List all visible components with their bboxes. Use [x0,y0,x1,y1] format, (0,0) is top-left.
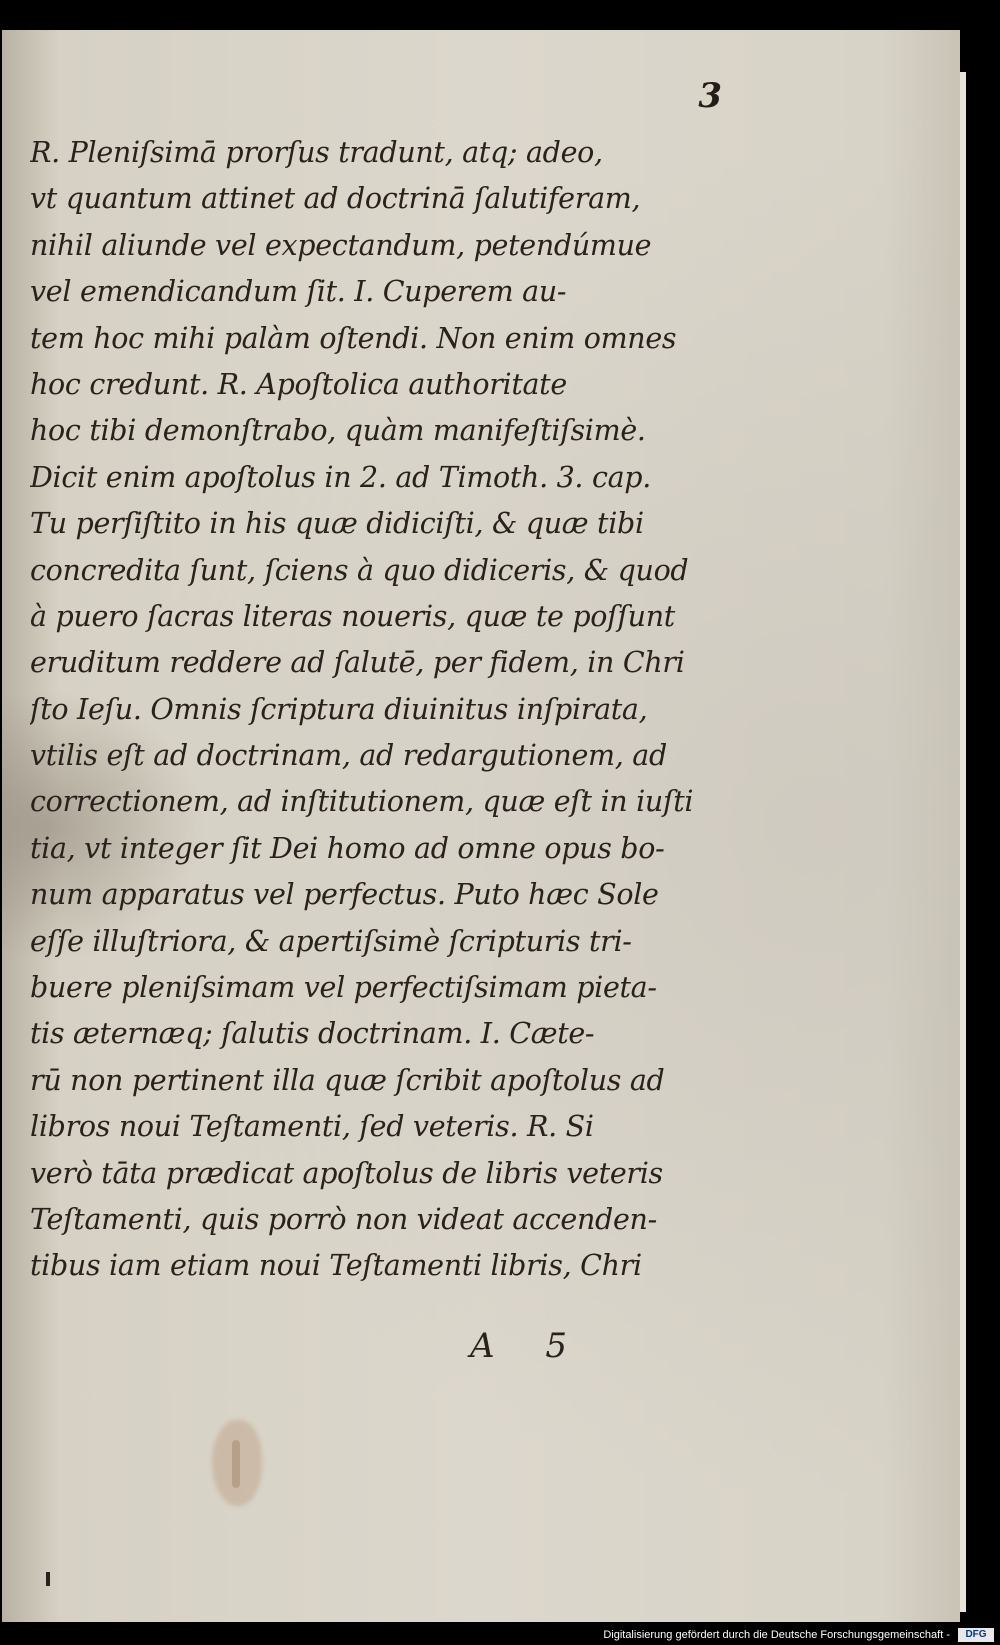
page-number: 3 [698,76,722,116]
text-line: correctionem, ad inſtitutionem, quæ eſt in iuſti [30,785,694,819]
text-line: tibus iam etiam noui Teſtamenti libris, Chri [30,1249,642,1283]
text-line: hoc tibi demonſtrabo, quàm manifeſtiſsimè. [30,414,646,448]
text-line: tis æternæq; ſalutis doctrinam. I. Cæte- [30,1017,595,1051]
text-line: tia, vt integer ſit Dei homo ad omne opus bo- [30,831,665,865]
text-line: vt quantum attinet ad doctrinā ſalutiferam, [30,182,641,216]
text-line: hoc credunt. R. Apoſtolica authoritate [30,367,567,401]
text-line: à puero ſacras literas noueris, quæ te poſſunt [30,599,675,633]
digitization-credit: Digitalisierung gefördert durch die Deutsche Forschungsgemeinschaft - [603,1629,950,1641]
text-line: eſſe illuſtriora, & apertiſsimè ſcripturis tri- [30,924,632,958]
text-line: concredita ſunt, ſciens à quo didiceris, & quod [30,553,689,587]
text-line: libros noui Teſtamenti, ſed veteris. R. Si [30,1110,594,1144]
text-line: Tu perſiſtito in his quæ didiciſti, & quæ tibi [30,507,644,541]
text-line: buere pleniſsimam vel perfectiſsimam pieta- [30,971,657,1005]
page-edge [960,72,966,1612]
text-line: rū non pertinent illa quæ ſcribit apoſtolus ad [30,1063,665,1097]
text-line: vtilis eſt ad doctrinam, ad redargutionem, ad [30,739,667,773]
signature-mark: A 5 [470,1326,567,1366]
text-line: Dicit enim apoſtolus in 2. ad Timoth. 3. cap. [30,460,652,494]
text-line: eruditum reddere ad ſalutē, per fidem, in Chri [30,646,685,680]
body-text [30,130,710,1290]
text-line: tem hoc mihi palàm oſtendi. Non enim omnes [30,321,677,355]
margin-mark [46,1572,50,1586]
dfg-logo: DFG [958,1628,994,1642]
text-line: nihil aliunde vel expectandum, petendúmue [30,228,652,262]
text-line: R. Pleniſsimā prorſus tradunt, atq; adeo, [30,136,603,169]
text-line: ſto Ieſu. Omnis ſcriptura diuinitus inſpirata, [30,692,648,726]
text-line: vel emendicandum ſit. I. Cuperem au- [30,275,567,309]
text-line: num apparatus vel perfectus. Puto hæc Sole [30,878,659,912]
text-line: Teſtamenti, quis porrò non videat accenden- [30,1202,657,1236]
text-line: verò tāta prædicat apoſtolus de libris veteris [30,1156,663,1190]
paper-stain-mark [232,1440,240,1488]
